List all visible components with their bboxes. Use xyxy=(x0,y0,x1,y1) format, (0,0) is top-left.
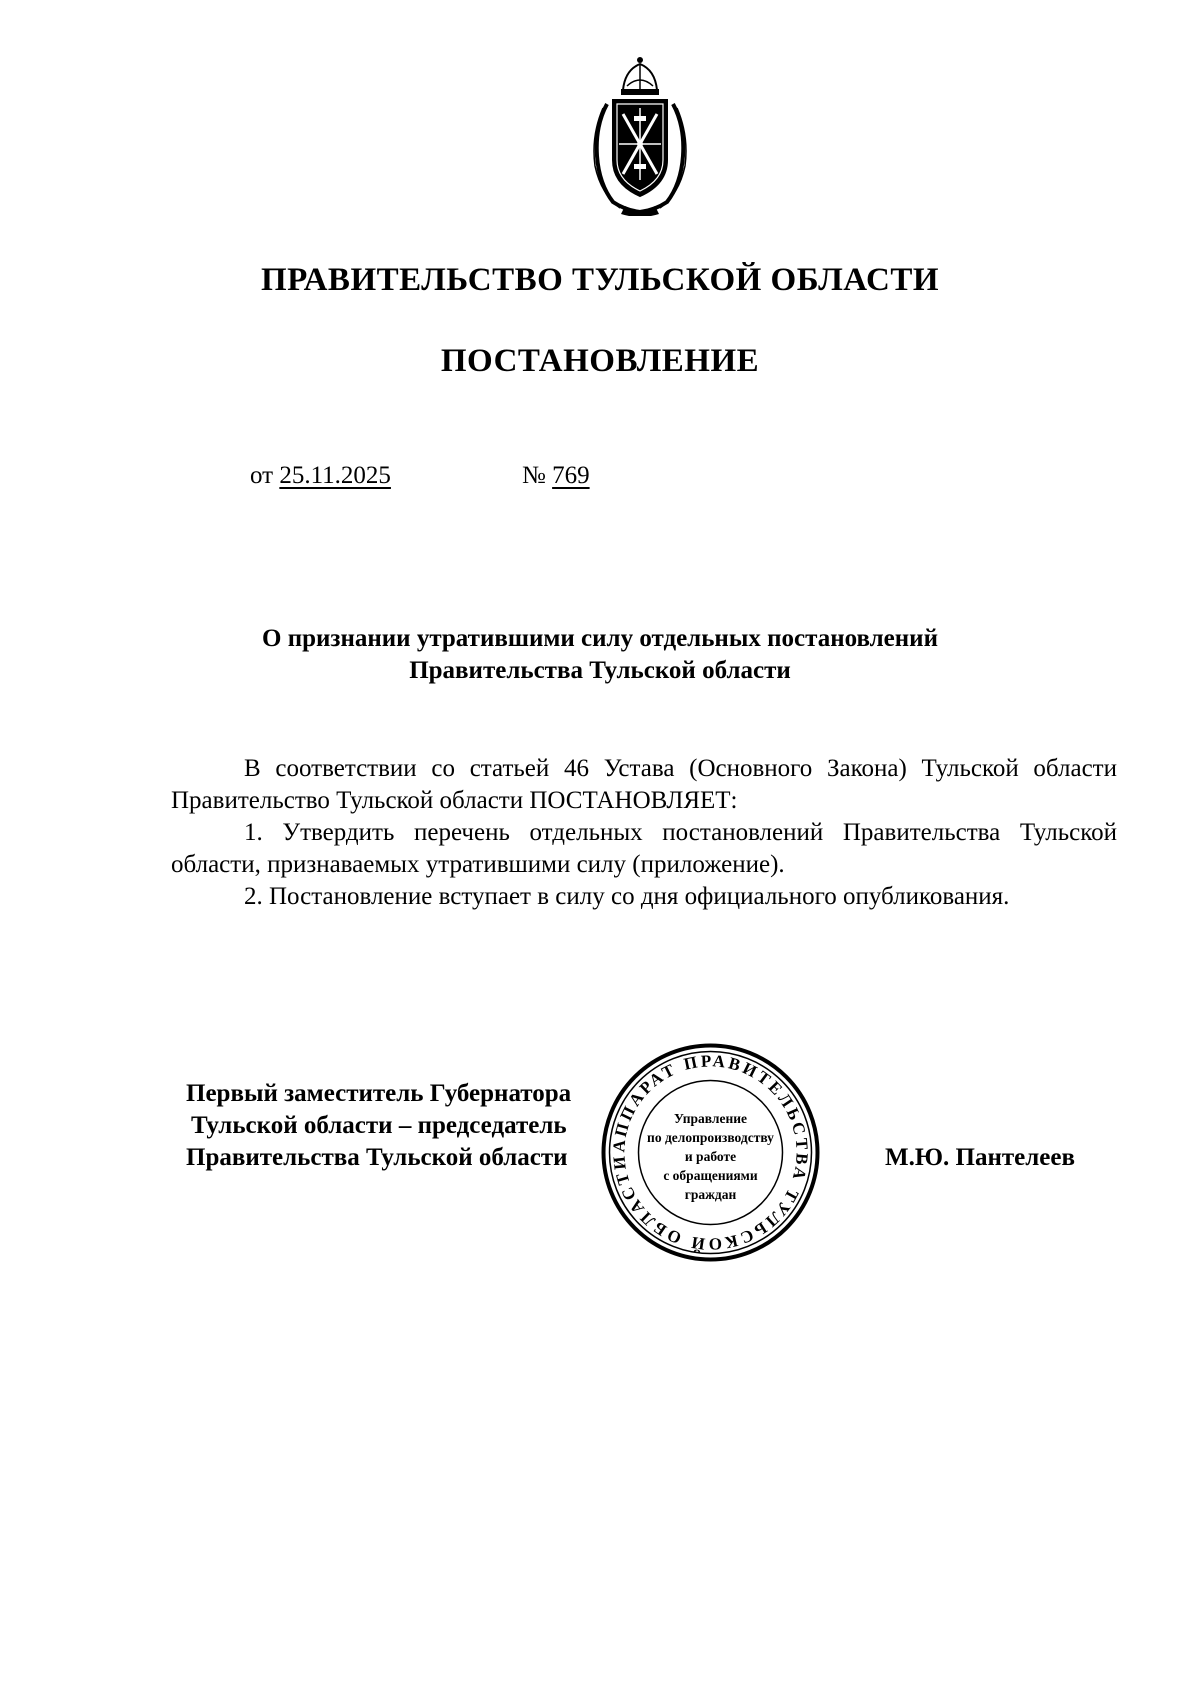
organization-title: ПРАВИТЕЛЬСТВО ТУЛЬСКОЙ ОБЛАСТИ xyxy=(261,262,939,298)
stamp-center-line-2: по делопроизводству xyxy=(647,1130,774,1145)
document-type-title: ПОСТАНОВЛЕНИЕ xyxy=(440,343,760,379)
date-prefix: от xyxy=(250,462,274,489)
document-number: 769 xyxy=(552,462,590,489)
stamp-center-line-4: с обращениями xyxy=(663,1168,758,1183)
stamp-center-line-5: граждан xyxy=(684,1187,737,1202)
signatory-position-line-3: Правительства Тульской области xyxy=(186,1144,568,1171)
subject-line-1: О признании утратившими силу отдельных постановлений xyxy=(262,625,938,652)
document-date: 25.11.2025 xyxy=(279,462,391,489)
item-1-paragraph: 1. Утвердить перечень отдельных постановлений Правительства Тульской области, признаваемых утратившими силу (приложение). xyxy=(171,819,1117,878)
coat-of-arms-icon xyxy=(585,56,695,216)
stamp-center-line-3: и работе xyxy=(684,1149,737,1164)
signatory-position-line-1: Первый заместитель Губернатора xyxy=(186,1080,572,1107)
subject-line-2: Правительства Тульской области xyxy=(409,657,791,684)
signatory-position-line-2: Тульской области – председатель xyxy=(191,1112,567,1139)
document-date-line xyxy=(250,462,391,490)
item-2-paragraph: 2. Постановление вступает в силу со дня официального опубликования. xyxy=(244,883,1010,910)
preamble-paragraph: В соответствии со статьей 46 Устава (Основного Закона) Тульской области Правительство Тульской области ПОСТАНОВЛЯЕТ: xyxy=(171,755,1117,814)
number-prefix: № xyxy=(522,462,546,489)
signatory-name: М.Ю. Пантелеев xyxy=(885,1144,1075,1171)
stamp-center-line-1: Управление xyxy=(673,1111,748,1126)
official-stamp xyxy=(598,1040,823,1265)
document-body xyxy=(171,753,1117,913)
stamp-ring-text: АППАРАТ ПРАВИТЕЛЬСТВА ТУЛЬСКОЙ ОБЛАСТИ xyxy=(609,1051,812,1254)
document-number-line xyxy=(522,462,590,490)
